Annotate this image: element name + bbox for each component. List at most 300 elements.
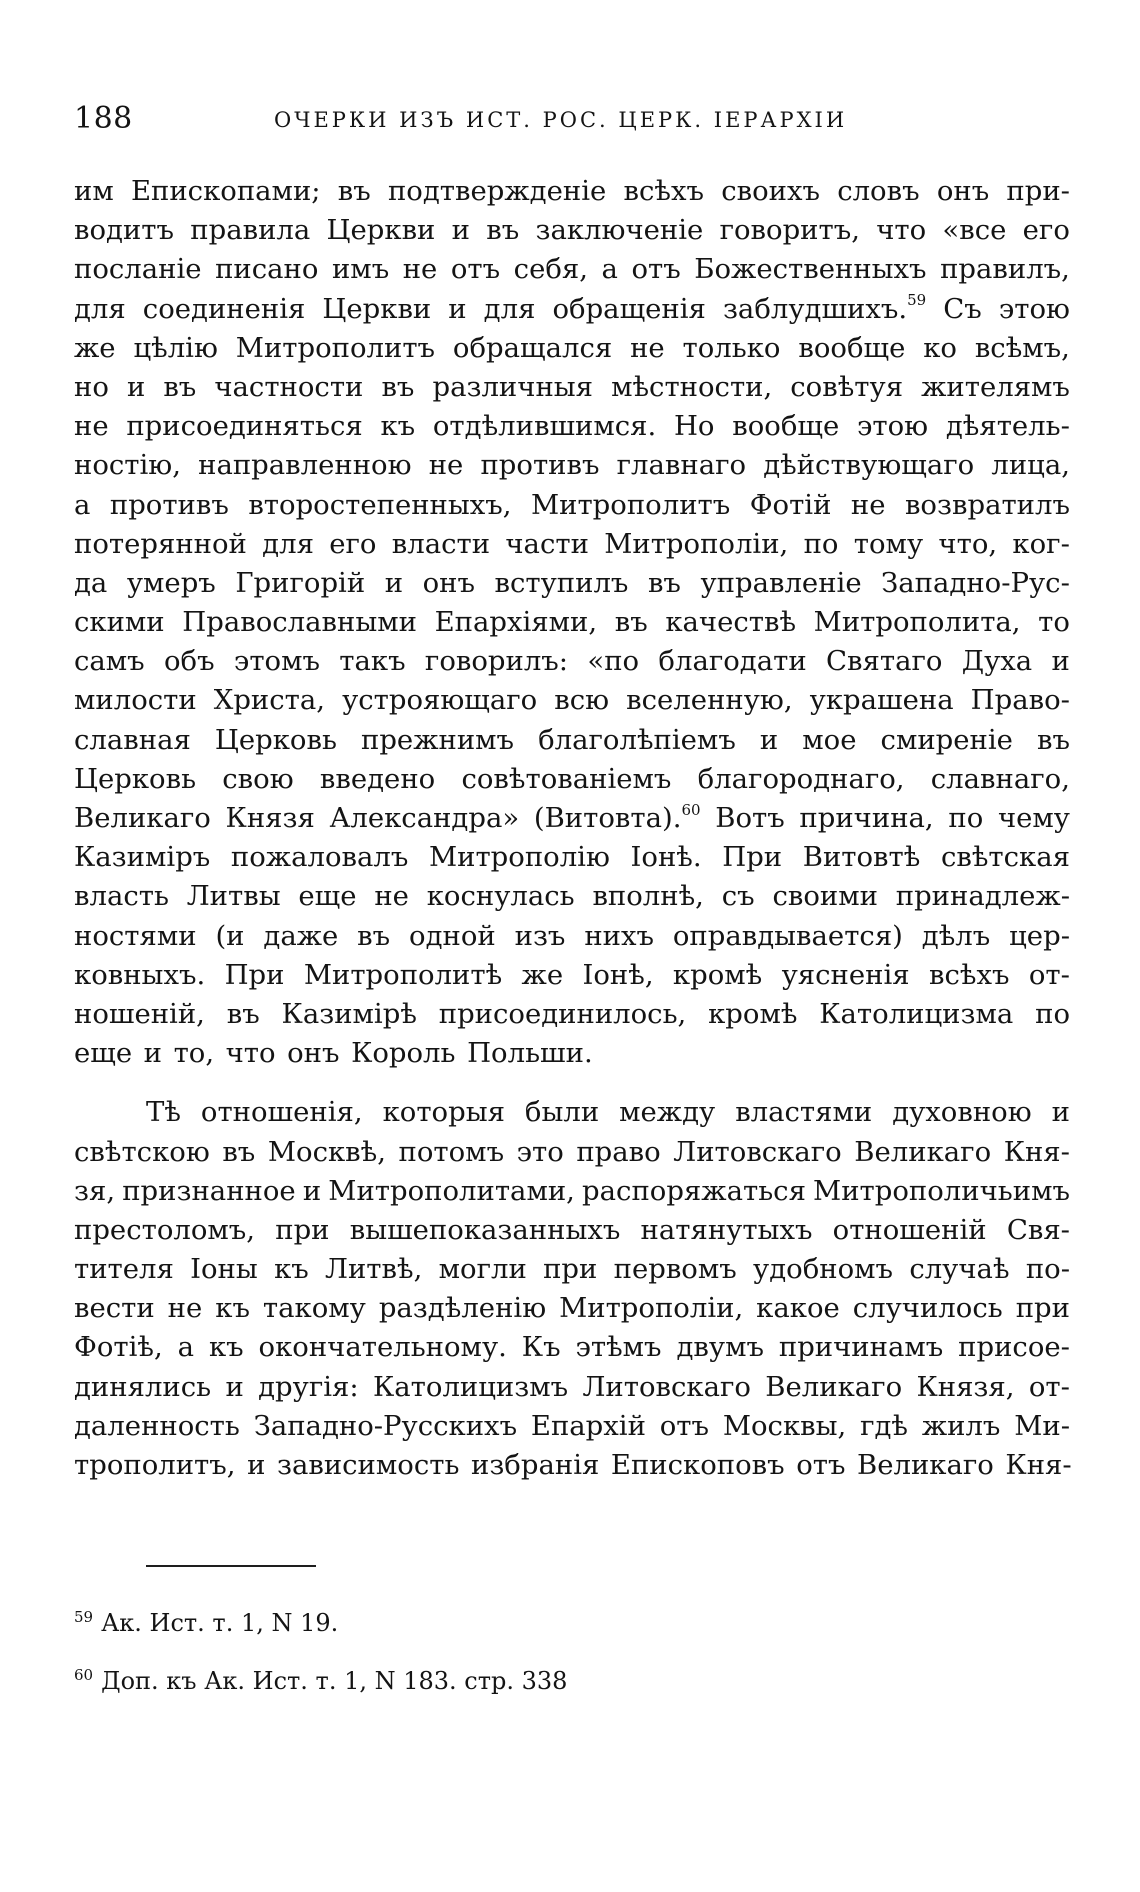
word: мое — [802, 723, 857, 756]
word-group — [74, 956, 205, 995]
word: Великаго — [74, 802, 211, 834]
word-group — [631, 250, 680, 289]
word: власть — [74, 880, 169, 913]
word-group — [592, 877, 704, 916]
word-group — [1012, 525, 1069, 564]
footnote-60 — [74, 1658, 1070, 1716]
word-group — [505, 525, 589, 564]
word: отъ — [659, 1409, 710, 1442]
text-line — [74, 721, 1070, 760]
word-group — [214, 681, 325, 720]
word: Митрополитами, — [328, 1174, 575, 1207]
word: Западно-Русскихъ — [253, 1409, 518, 1442]
word-group — [694, 250, 926, 289]
word-group — [575, 1328, 661, 1367]
word: главнаго — [616, 449, 747, 482]
word: распоряжаться — [582, 1174, 806, 1207]
word-group — [735, 1093, 872, 1132]
word: присоединилось, — [438, 997, 687, 1030]
word-group — [1004, 1133, 1070, 1172]
word: оправдывается) — [672, 919, 903, 952]
word: не — [630, 331, 665, 364]
word-group — [74, 1250, 174, 1289]
word: Митрополитѣ — [303, 958, 503, 991]
word-group — [723, 290, 926, 329]
word: вообще — [732, 410, 840, 443]
word-group — [991, 446, 1070, 485]
word: правила — [190, 214, 311, 247]
word-group — [74, 1446, 247, 1485]
word-group — [392, 525, 490, 564]
word: же — [521, 958, 564, 991]
word: самъ — [74, 645, 145, 678]
word-group — [287, 1034, 351, 1073]
word-group — [236, 329, 435, 368]
word: Митрополіи, — [559, 1292, 744, 1325]
word-group — [535, 211, 703, 250]
word: въ — [226, 997, 260, 1030]
word-group — [74, 917, 197, 956]
word-group — [673, 917, 903, 956]
word: правилъ, — [940, 253, 1070, 286]
word-group — [1052, 642, 1070, 681]
word: другія: — [258, 1370, 359, 1403]
word-group — [676, 1328, 763, 1367]
word-group — [587, 642, 639, 681]
text-line — [74, 1328, 1070, 1367]
word-group — [330, 799, 520, 838]
word: «все — [942, 214, 1007, 247]
word-group — [282, 995, 417, 1034]
word-group — [854, 525, 923, 564]
word: Ми- — [1014, 1409, 1070, 1442]
text-line — [74, 564, 1070, 603]
text-line — [74, 329, 1070, 368]
word: Но — [673, 410, 715, 443]
word: не — [374, 880, 409, 913]
word-group — [74, 368, 109, 407]
word: для — [262, 527, 314, 560]
word: присоединяться — [126, 410, 363, 443]
word-group — [799, 799, 933, 838]
word: словъ — [837, 175, 920, 207]
word: то — [1038, 606, 1070, 639]
word-group — [339, 642, 405, 681]
word-group — [543, 1250, 597, 1289]
word-group — [227, 995, 260, 1034]
word-group — [1007, 1211, 1070, 1250]
text-line — [74, 1211, 1070, 1250]
word: частности — [214, 370, 364, 403]
word: ностію, — [74, 449, 181, 482]
word-group — [922, 917, 990, 956]
word-group — [146, 1093, 181, 1132]
word: да — [74, 566, 108, 599]
word-group — [201, 1093, 363, 1132]
text-line — [74, 1250, 1070, 1289]
word-group — [765, 1368, 902, 1407]
word-group — [615, 603, 648, 642]
word-group — [74, 1034, 144, 1073]
word: Великаго — [765, 1370, 903, 1403]
word: Князя — [225, 802, 315, 834]
word: духовною — [892, 1096, 1032, 1129]
word-group — [905, 486, 1070, 525]
word: еще — [298, 880, 357, 913]
word: властями — [735, 1096, 873, 1129]
word: натянутыхъ — [640, 1213, 813, 1246]
word-group — [452, 211, 470, 250]
word-group — [582, 1368, 750, 1407]
word-group — [486, 211, 519, 250]
word-group — [525, 1093, 599, 1132]
footnote-number: 60 — [74, 1666, 94, 1684]
text-line — [74, 525, 1070, 564]
word: от- — [1028, 958, 1070, 991]
word-group — [320, 760, 435, 799]
word-group — [720, 211, 860, 250]
word-group — [461, 760, 671, 799]
word-group — [74, 877, 169, 916]
footnotes — [74, 1600, 1070, 1716]
word: въ — [1037, 723, 1070, 756]
word: Святаго — [826, 645, 943, 678]
word: Церкви — [322, 292, 432, 325]
word-group — [804, 525, 839, 564]
word: Витовтѣ — [802, 841, 921, 874]
word: лица, — [991, 449, 1070, 482]
word: первомъ — [613, 1253, 737, 1286]
footnote-ref-59[interactable]: 59 — [907, 291, 927, 310]
word: въ — [163, 370, 197, 403]
word-group — [896, 877, 1070, 916]
word: вообще — [798, 331, 906, 364]
word: имъ — [331, 253, 390, 286]
word-group — [517, 1133, 564, 1172]
word: ко — [923, 331, 957, 364]
running-head: ОЧЕРКИ ИЗЪ ИСТ. РОС. ЦЕРК. ІЕРАРХІИ — [274, 108, 848, 132]
word: объ — [164, 645, 215, 678]
text-line — [74, 838, 1070, 877]
word-group — [534, 799, 701, 838]
word: Православными — [182, 606, 417, 639]
word-group — [381, 368, 414, 407]
text-line — [74, 1172, 1070, 1211]
word: милости — [74, 684, 197, 717]
word: Западно-Рус- — [881, 566, 1070, 599]
word: дѣлъ — [921, 919, 991, 952]
word: Король — [351, 1037, 456, 1070]
word-group — [619, 1093, 715, 1132]
word: не — [402, 253, 438, 286]
word-group — [626, 681, 792, 720]
word-group — [495, 564, 629, 603]
word: же — [74, 331, 116, 364]
word: заблудшихъ. — [722, 292, 908, 325]
word-group — [74, 250, 202, 289]
text-line — [74, 1289, 1070, 1328]
word-group — [810, 681, 954, 720]
word-group — [854, 1133, 991, 1172]
word-group — [484, 290, 536, 329]
word: причина, — [799, 802, 934, 834]
word: Казимірѣ — [281, 997, 417, 1030]
word-group — [361, 721, 514, 760]
word: Божественныхъ — [694, 253, 927, 286]
word: части — [505, 527, 589, 560]
word: онъ — [422, 566, 475, 599]
word-group — [531, 486, 730, 525]
text-line — [74, 368, 1070, 407]
word-group — [74, 525, 247, 564]
word-group — [708, 995, 797, 1034]
word: Польши. — [467, 1037, 593, 1070]
word-group — [673, 1133, 841, 1172]
word-group — [403, 250, 438, 289]
text-line — [74, 995, 1070, 1034]
text-line — [74, 1034, 1070, 1073]
word-group — [480, 446, 599, 485]
word-group — [892, 1093, 1032, 1132]
word-group — [779, 1328, 943, 1367]
footnote-divider — [146, 1565, 316, 1567]
word-group — [380, 407, 415, 446]
paragraph-gap — [74, 1073, 1070, 1093]
word: въ — [357, 919, 391, 952]
word-group — [74, 329, 116, 368]
word: при- — [1006, 175, 1070, 207]
word-group — [304, 956, 502, 995]
word-group — [429, 838, 610, 877]
word: но — [74, 370, 109, 403]
text-line — [74, 1093, 1070, 1132]
word: вполнѣ, — [592, 880, 704, 913]
word-group — [143, 290, 306, 329]
word-group — [222, 760, 293, 799]
word: и — [451, 214, 470, 247]
word: Москвѣ, — [267, 1135, 386, 1168]
word: свою — [222, 762, 294, 795]
word: Кня- — [1005, 1449, 1072, 1481]
word-group — [611, 1446, 796, 1485]
word: даже — [263, 919, 339, 952]
text-line — [74, 250, 1070, 289]
word: трополитъ, — [74, 1449, 236, 1481]
word-group — [164, 642, 215, 681]
word: раздѣленію — [378, 1292, 547, 1325]
word: и — [143, 1037, 163, 1070]
word: не — [428, 449, 464, 482]
word-group — [1035, 995, 1070, 1034]
word-group — [538, 721, 736, 760]
word-group — [1026, 1250, 1070, 1289]
word-group — [782, 956, 910, 995]
word-group — [576, 1133, 660, 1172]
word-group — [263, 1289, 366, 1328]
text-line — [74, 917, 1070, 956]
word-group — [814, 603, 1021, 642]
word-group — [833, 1211, 987, 1250]
word: говорилъ: — [424, 645, 569, 678]
word: въ — [381, 370, 415, 403]
word: При — [224, 958, 285, 991]
word-group — [658, 642, 806, 681]
word: право — [576, 1135, 661, 1168]
word-group — [554, 681, 609, 720]
word-group — [943, 290, 982, 329]
footnote-text: Ак. Ист. т. 1, N 19. — [101, 1609, 339, 1637]
word: Александра» — [329, 802, 520, 834]
word-group — [522, 956, 564, 995]
word-group — [857, 1446, 1005, 1485]
word: своихъ — [721, 175, 820, 207]
word: Митрополичьимъ — [813, 1174, 1070, 1207]
word: Митрополію — [428, 841, 610, 874]
word: дѣятель- — [945, 410, 1070, 443]
word-group — [168, 1289, 203, 1328]
word: такому — [262, 1292, 366, 1325]
word-group — [235, 564, 365, 603]
word-group — [819, 995, 1013, 1034]
word-group — [263, 917, 338, 956]
page-header — [74, 98, 1070, 140]
word: вести — [74, 1292, 155, 1325]
word-group — [722, 877, 755, 916]
word: Митрополитъ — [235, 331, 436, 364]
footnote-59 — [74, 1600, 1070, 1658]
word: водитъ — [74, 214, 175, 247]
word: даленность — [74, 1409, 240, 1442]
word-group — [623, 172, 703, 211]
word: качествѣ — [665, 606, 797, 639]
word-group — [453, 329, 612, 368]
word: потерянной — [74, 527, 247, 560]
word-group — [215, 1289, 250, 1328]
word: къ — [274, 1253, 309, 1286]
word-group — [937, 172, 989, 211]
word: Великаго — [857, 1449, 994, 1481]
word-group — [715, 799, 784, 838]
word: противъ — [109, 488, 229, 521]
word-group — [144, 1034, 174, 1073]
word-group — [631, 838, 702, 877]
word: прежнимъ — [360, 723, 515, 756]
word-group — [860, 1407, 908, 1446]
word-group — [614, 1250, 737, 1289]
word-group — [350, 1211, 621, 1250]
text-line — [74, 1407, 1070, 1446]
word-group — [425, 642, 568, 681]
word-group — [74, 799, 211, 838]
word-group — [187, 877, 281, 916]
word: для — [483, 292, 536, 325]
word: случаѣ — [909, 1253, 1010, 1286]
word-group — [962, 642, 1032, 681]
word-group — [958, 1328, 1070, 1367]
word: не — [850, 488, 886, 521]
word-group — [938, 525, 997, 564]
word: и — [225, 1370, 244, 1403]
word-group — [74, 486, 90, 525]
word: двумъ — [676, 1331, 764, 1364]
word-group — [74, 446, 181, 485]
word-group — [225, 1368, 243, 1407]
word: подтвержденіе — [387, 175, 607, 207]
word: кромѣ — [672, 958, 763, 991]
word-group — [803, 838, 921, 877]
word: различныя — [432, 370, 594, 403]
word: Епархіями, — [434, 606, 598, 639]
word-group — [423, 564, 475, 603]
footnote-ref-60[interactable]: 60 — [681, 800, 701, 819]
word-group — [231, 838, 408, 877]
word: при — [1015, 1292, 1070, 1325]
word: зависимость — [276, 1449, 460, 1481]
word-group — [837, 172, 919, 211]
word-group — [74, 564, 107, 603]
word: это — [516, 1135, 564, 1168]
word: Свя- — [1006, 1213, 1070, 1246]
word-group — [342, 681, 537, 720]
word-group — [131, 172, 321, 211]
word: Тѣ — [146, 1096, 181, 1129]
word: Литовскаго — [582, 1370, 751, 1403]
word-group — [190, 211, 310, 250]
word-group — [975, 329, 1070, 368]
word: направленною — [198, 449, 412, 482]
word: то, — [173, 1037, 215, 1070]
word: коснулась — [426, 880, 575, 913]
word-group — [1016, 1289, 1070, 1328]
word: его — [329, 527, 377, 560]
word: по — [948, 802, 984, 834]
word-group — [182, 603, 417, 642]
text-line — [74, 956, 1070, 995]
word: цер- — [1009, 919, 1070, 952]
word: всѣмъ, — [974, 331, 1070, 364]
word: Князя, — [916, 1370, 1015, 1403]
word-group — [409, 917, 496, 956]
word-group — [327, 211, 436, 250]
word: Епископовъ — [610, 1449, 785, 1481]
word: причинамъ — [778, 1331, 944, 1364]
word: умеръ — [126, 566, 216, 599]
text-line — [74, 877, 1070, 916]
word: которыя — [382, 1096, 505, 1129]
word-group — [515, 917, 566, 956]
word: Духа — [961, 645, 1033, 678]
text-line — [74, 642, 1070, 681]
word-group — [630, 329, 665, 368]
word-group — [254, 1407, 517, 1446]
word-group — [432, 368, 593, 407]
word: Церковь — [214, 723, 337, 756]
word: и — [759, 723, 779, 756]
word: въ — [614, 606, 648, 639]
word-group — [74, 1407, 240, 1446]
word-group — [262, 525, 314, 564]
word: Фотіѣ, — [74, 1331, 163, 1364]
word-group — [74, 642, 145, 681]
word: мѣстности, — [611, 370, 773, 403]
word: къ — [380, 410, 416, 443]
word-group — [813, 1172, 1070, 1211]
word-group — [922, 1407, 1001, 1446]
word-group — [74, 1289, 155, 1328]
word-group — [433, 407, 656, 446]
word-group — [750, 486, 832, 525]
word: что — [876, 214, 927, 247]
